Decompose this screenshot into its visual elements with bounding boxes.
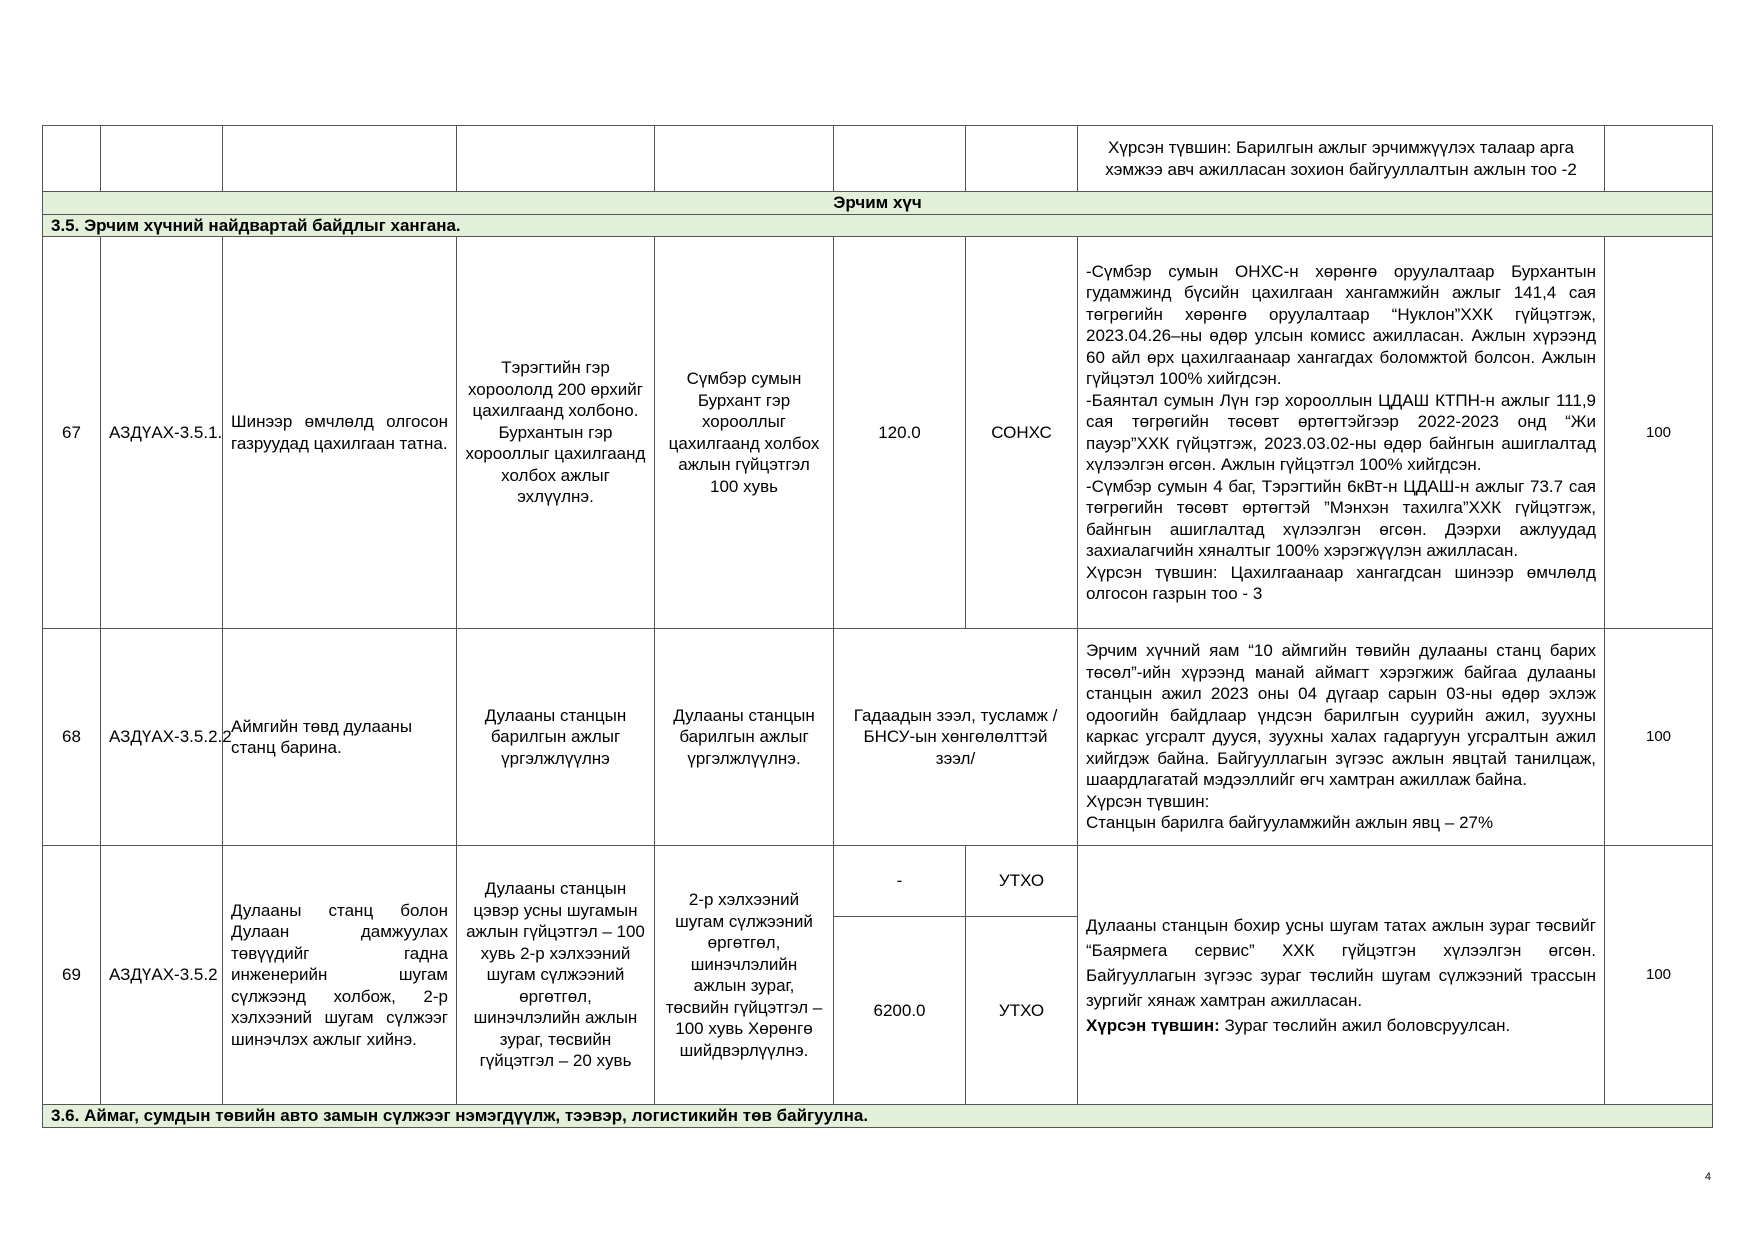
row-source: СОНХС [966,237,1078,629]
report-paragraph: -Сүмбэр сумын 4 баг, Тэрэгтийн 6кВт-н ЦДАШ-н ажлыг 73.7 сая төгрөгийн төсөвт өртөгтэй ”Мэнхэн тахилга”ХХК гүйцэтгэж, байнгын ашиглалтад хүлээлгэн өгсөн. Дээрхи ажлуудад захиалагчийн хяналтыг 100% хэрэгжүүлэн ажилласан. [1086,476,1596,560]
goal-row [43,214,1713,237]
table-row-68 [43,629,1713,846]
row-number: 69 [43,846,101,1105]
report-paragraph: Станцын барилга байгууламжийн ажлын явц – 27% [1086,813,1494,833]
report-paragraph-achieved [1086,1013,1596,1038]
row-measure: Дулааны станцын барилгын ажлыг үргэлжлүүлнэ [457,629,655,846]
report-paragraph: -Баянтал сумын Лүн гэр хорооллын ЦДАШ КТПН-н ажлыг 111,9 сая төгрөгийн төсөвт өртөгтэйгээр 2022-2023 онд “Жи пауэр”ХХК гүйцэтгэж, 2023.03.02-ны өдөр байнгын ашиглалтад хүлээлгэн өгсөн. Ажлын гүйцэтгэл 100% хийгдсэн. [1086,390,1596,474]
row-budget-a: - [834,846,966,917]
page-number: 4 [1704,1171,1711,1183]
table-row-67 [43,237,1713,629]
achieved-text: Зураг төслийн ажил боловсруулсан. [1219,1015,1511,1035]
goal-3-5: 3.5. Эрчим хүчний найдвартай байдлыг хангана. [43,214,1713,237]
row-source-b: УТХО [966,917,1078,1105]
row-measure: Дулааны станцын цэвэр усны шугамын ажлын гүйцэтгэл – 100 хувь 2-р хэлхээний шугам сүлжээний өргөтгөл, шинэчлэлийн ажлын зураг, төсвийн гүйцэтгэл – 20 хувь [457,846,655,1105]
row-activity: Дулааны станц болон Дулаан дамжуулах төвүүдийг гадна инженерийн шугам сүлжээнд холбож, 2-р хэлхээний шугам сүлжээг шинэчлэх ажлыг хийнэ. [223,846,457,1105]
row-report [1078,237,1605,629]
row-source-a: УТХО [966,846,1078,917]
row-budget: 120.0 [834,237,966,629]
row-code: АЗДҮАХ-3.5.2 [101,846,223,1105]
table-row-69 [43,846,1713,917]
achieved-label: Хүрсэн түвшин: [1086,1015,1220,1035]
report-paragraph: Хүрсэн түвшин: [1086,791,1210,811]
report-paragraph: -Сүмбэр сумын ОНХС-н хөрөнгө оруулалтаар Бурхантын гудамжинд бүсийн цахилгаан хангамжийн ажлыг 141,4 сая төгрөгийн хөрөнгө оруулалтаар “Нуклон”ХХК гүйцэтгэж, 2023.04.26–ны өдөр улсын комисс ажилласан. Ажлын хүрээнд 60 айл өрх цахилгаанаар хангагдах боломжтой болсон. Ажлын гүйцэтэл 100% хийгдсэн. [1086,261,1596,388]
row-code: АЗДҮАХ-3.5.2.2 [101,629,223,846]
table-row-continued [43,126,1713,192]
row-number: 67 [43,237,101,629]
row-score: 100 [1605,846,1713,1105]
row-report [1078,629,1605,846]
row-score: 100 [1605,237,1713,629]
section-label: Эрчим хүч [43,192,1713,215]
row-budget: Гадаадын зээл, тусламж /БНСУ-ын хөнгөлөлттэй зээл/ [834,629,1078,846]
top-row-report: Хүрсэн түвшин: Барилгын ажлыг эрчимжүүлэх талаар арга хэмжээ авч ажилласан зохион байгууллалтын ажлын тоо -2 [1078,126,1605,192]
row-indicator: Сүмбэр сумын Бурхант гэр хорооллыг цахилгаанд холбох ажлын гүйцэтгэл 100 хувь [655,237,834,629]
row-indicator: 2-р хэлхээний шугам сүлжээний өргөтгөл, шинэчлэлийн ажлын зураг, төсвийн гүйцэтгэл –100 хувь Хөрөнгө шийдвэрлүүлнэ. [655,846,834,1105]
row-budget-b: 6200.0 [834,917,966,1105]
report-paragraph: Дулааны станцын бохир усны шугам татах ажлын зураг төсвийг “Баярмега сервис” ХХК гүйцэтгэн хүлээлгэн өгсөн. Байгууллагын зүгээс зураг төслийн шугам сүлжээний трассын зургийг хянаж хамтран ажилласан. [1086,915,1596,1010]
section-header-row [43,192,1713,215]
report-table [42,125,1713,1128]
row-activity: Шинээр өмчлөлд олгосон газруудад цахилгаан татна. [223,237,457,629]
row-report [1078,846,1605,1105]
goal-row [43,1105,1713,1128]
row-indicator: Дулааны станцын барилгын ажлыг үргэлжлүүлнэ. [655,629,834,846]
goal-3-6: 3.6. Аймаг, сумдын төвийн авто замын сүлжээг нэмэгдүүлж, тээвэр, логистикийн төв байгуулна. [43,1105,1713,1128]
row-code: АЗДҮАХ-3.5.1. [101,237,223,629]
row-score: 100 [1605,629,1713,846]
row-measure: Тэрэгтийн гэр хороололд 200 өрхийг цахилгаанд холбоно. Бурхантын гэр хорооллыг цахилгаанд холбох ажлыг эхлүүлнэ. [457,237,655,629]
row-activity: Аймгийн төвд дулааны станц барина. [223,629,457,846]
report-paragraph: Хүрсэн түвшин: Цахилгаанаар хангагдсан шинээр өмчлөлд олгосон газрын тоо - 3 [1086,562,1596,603]
report-paragraph: Эрчим хүчний яам “10 аймгийн төвийн дулааны станц барих төсөл”-ийн хүрээнд манай аймагт хэрэгжиж байгаа дулааны станцын ажил 2023 оны 04 дүгаар сарын 03-ны өдөр эхлэж одоогийн байдлаар үндсэн барилгын суурийн ажил, зуухны каркас угсралт дууся, зуухны халах гадаргуун угсралтын ажил хийгдэж байна. Байгууллагын зүгээс ажлын явцтай танилцаж, шаардлагатай мэдээллийг өгч хамтран ажиллаж байна. [1086,641,1596,790]
row-number: 68 [43,629,101,846]
